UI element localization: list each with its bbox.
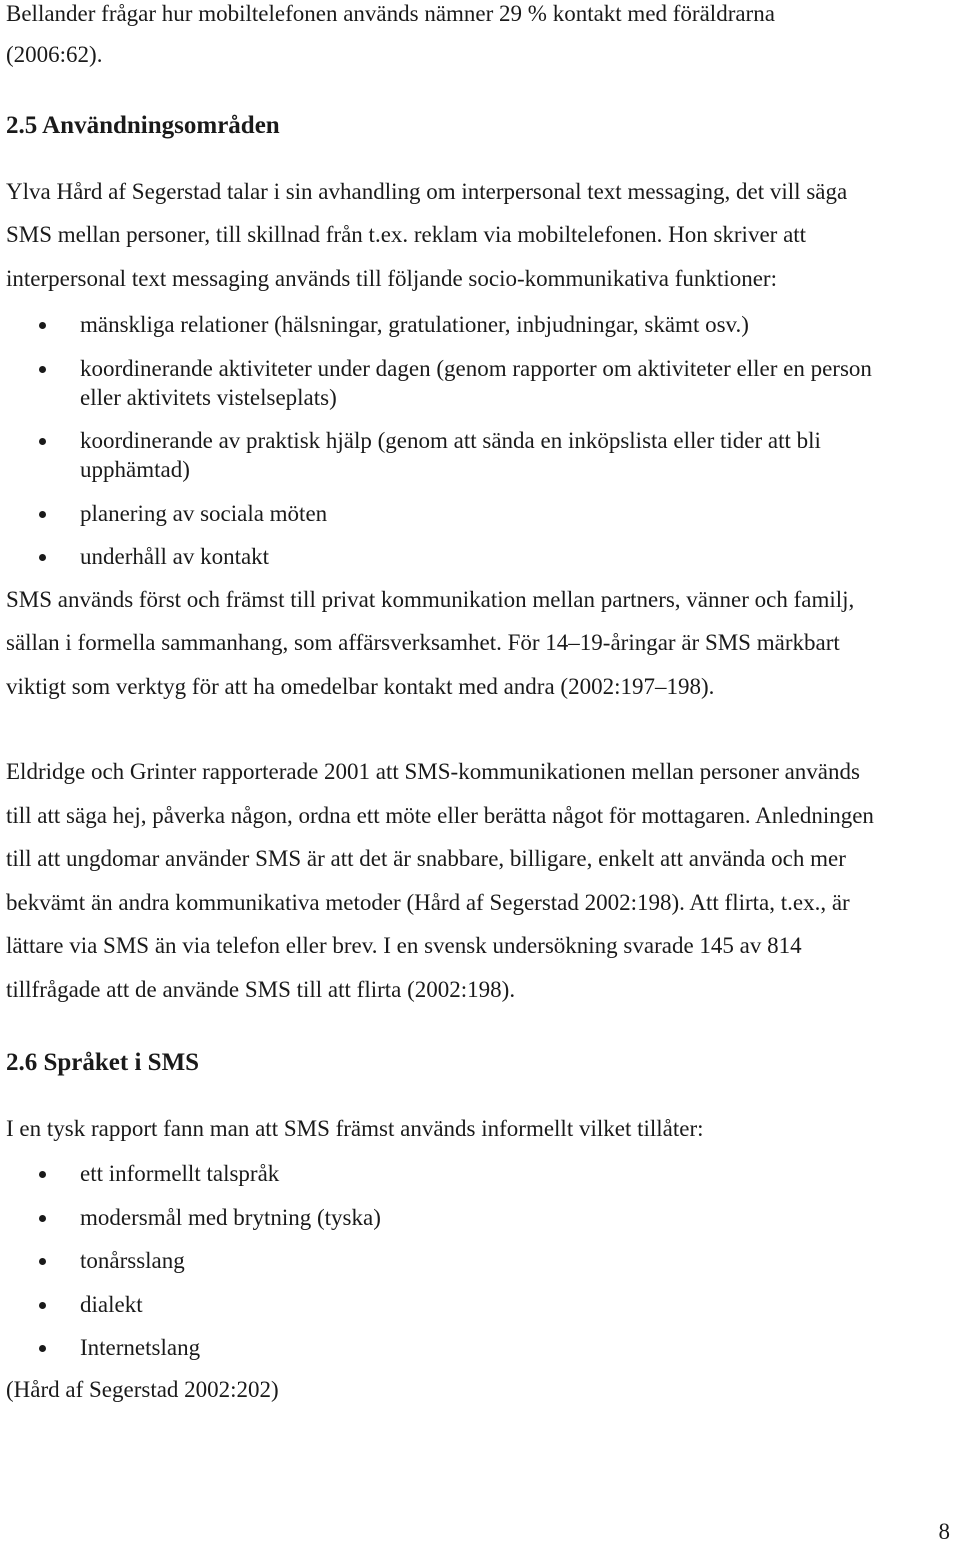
list-item-text: planering av sociala möten — [80, 501, 328, 526]
bullet-icon — [39, 366, 46, 373]
paragraph-line: Eldridge och Grinter rapporterade 2001 att SMS-kommunikationen mellan personer används — [6, 759, 860, 784]
paragraph-line: I en tysk rapport fann man att SMS främst används informellt vilket tillåter: — [6, 1116, 704, 1141]
citation: (Hård af Segerstad 2002:202) — [6, 1377, 279, 1402]
list-item-text: koordinerande av praktisk hjälp (genom att sända en inköpslista eller tider att bli — [80, 428, 821, 453]
paragraph-line: SMS mellan personer, till skillnad från t.ex. reklam via mobiltelefonen. Hon skriver att — [6, 222, 807, 247]
list-item-text: mänskliga relationer (hälsningar, gratulationer, inbjudningar, skämt osv.) — [80, 312, 749, 337]
list-item-text: ett informellt talspråk — [80, 1161, 280, 1186]
paragraph-line: till att ungdomar använder SMS är att det är snabbare, billigare, enkelt att använda och mer — [6, 846, 846, 871]
paragraph-line: sällan i formella sammanhang, som affärsverksamhet. För 14–19-åringar är SMS märkbart — [6, 630, 840, 655]
section-heading-2-5: 2.5 Användningsområden — [6, 112, 280, 139]
paragraph-line: tillfrågade att de använde SMS till att flirta (2002:198). — [6, 977, 516, 1002]
list-item-text: Internetslang — [80, 1335, 201, 1360]
paragraph-line: Ylva Hård af Segerstad talar i sin avhandling om interpersonal text messaging, det vill säga — [6, 179, 848, 204]
bullet-icon — [39, 438, 46, 445]
list-item-text: modersmål med brytning (tyska) — [80, 1205, 381, 1230]
list-item-text: koordinerande aktiviteter under dagen (genom rapporter om aktiviteter eller en person — [80, 356, 872, 381]
paragraph-line: viktigt som verktyg för att ha omedelbar kontakt med andra (2002:197–198). — [6, 674, 715, 699]
bullet-icon — [39, 322, 46, 329]
bullet-icon — [39, 511, 46, 518]
paragraph-line: bekvämt än andra kommunikativa metoder (Hård af Segerstad 2002:198). Att flirta, t.ex., är — [6, 890, 850, 915]
paragraph-line: Bellander frågar hur mobiltelefonen används nämner 29 % kontakt med föräldrarna — [6, 1, 775, 26]
list-item-text: eller aktivitets vistelseplats) — [80, 385, 337, 410]
paragraph-line: interpersonal text messaging används till följande socio-kommunikativa funktioner: — [6, 266, 777, 291]
bullet-icon — [39, 1171, 46, 1178]
list-item-text: tonårsslang — [80, 1248, 185, 1273]
list-item-text: dialekt — [80, 1292, 143, 1317]
bullet-icon — [39, 1302, 46, 1309]
bullet-icon — [39, 1215, 46, 1222]
bullet-icon — [39, 1258, 46, 1265]
paragraph-line: till att säga hej, påverka någon, ordna ett möte eller berätta något för mottagaren. Anledningen — [6, 803, 874, 828]
list-item-text: underhåll av kontakt — [80, 544, 270, 569]
paragraph-line: SMS används först och främst till privat kommunikation mellan partners, vänner och familj, — [6, 587, 855, 612]
paragraph-line: (2006:62). — [6, 42, 103, 67]
list-item-text: upphämtad) — [80, 457, 190, 482]
bullet-icon — [39, 554, 46, 561]
page-number: 8 — [938, 1519, 950, 1544]
paragraph-line: lättare via SMS än via telefon eller brev. I en svensk undersökning svarade 145 av 814 — [6, 933, 802, 958]
section-heading-2-6: 2.6 Språket i SMS — [6, 1049, 200, 1076]
bullet-icon — [39, 1345, 46, 1352]
